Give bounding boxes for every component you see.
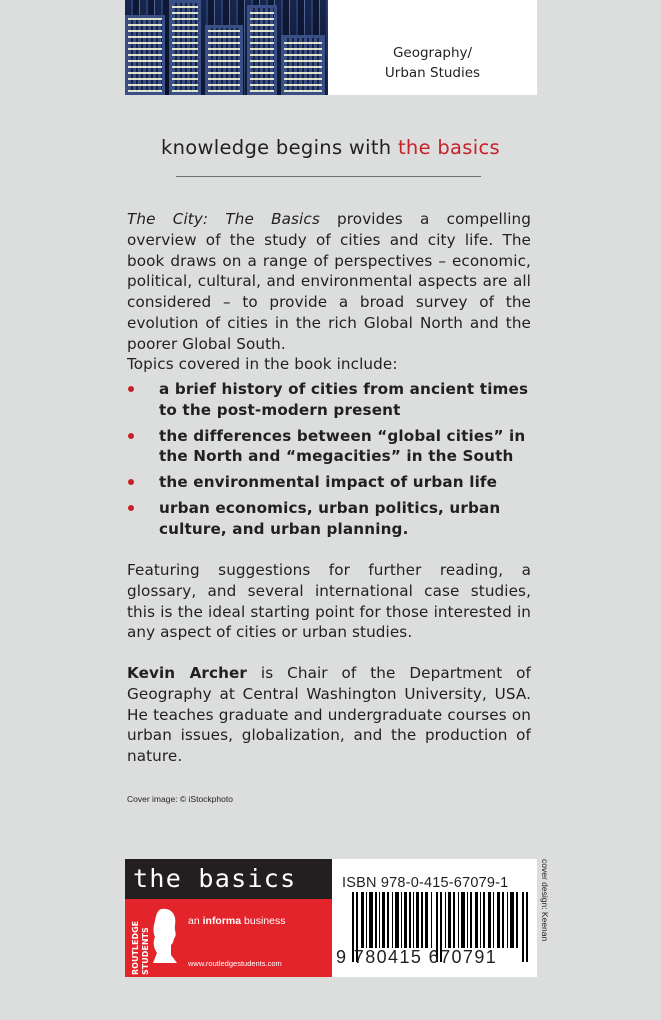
informa-business-label xyxy=(188,915,285,927)
barcode-digits: 9 780415 670791 xyxy=(336,947,498,967)
list-item xyxy=(127,498,531,540)
publisher-url: www.routledgestudents.com xyxy=(188,959,282,968)
publisher-logo-panel xyxy=(125,859,332,977)
cover-image-credit: Cover image: © iStockphoto xyxy=(127,794,233,804)
list-item xyxy=(127,426,531,468)
cover-photo-city-skyline xyxy=(125,0,328,95)
author-name: Kevin Archer xyxy=(127,664,248,682)
category-line-1: Geography/ xyxy=(392,44,473,61)
bullet-dot-icon xyxy=(128,433,134,439)
informa-suffix: business xyxy=(241,915,286,927)
building-graphic xyxy=(205,25,243,95)
informa-bold: informa xyxy=(202,915,242,927)
series-tagline xyxy=(0,136,661,159)
tagline-highlight: the basics xyxy=(397,136,500,159)
bullet-dot-icon xyxy=(128,505,134,511)
divider-rule xyxy=(176,176,481,177)
topic-text: the environmental impact of urban life xyxy=(159,473,498,492)
informa-prefix: an xyxy=(188,915,203,927)
building-graphic xyxy=(281,35,325,95)
list-item xyxy=(127,379,531,421)
list-item xyxy=(127,472,531,493)
category-line-2: Urban Studies xyxy=(384,64,481,81)
isbn-number: ISBN 978-0-415-67079-1 xyxy=(342,875,509,891)
cover-design-credit: cover design: Keenan xyxy=(540,859,550,942)
author-bio: is Chair of the Department of Geography at Central Washington University, USA. He teaches graduate and undergraduate courses on urban issues, globalization, and the production of nature. xyxy=(127,664,531,766)
topic-text: the differences between “global cities” in the North and “megacities” in the South xyxy=(159,426,526,466)
topic-text: a brief history of cities from ancient times to the post-modern present xyxy=(159,380,529,419)
bullet-dot-icon xyxy=(128,386,134,392)
category-label xyxy=(328,0,537,95)
topics-intro: Topics covered in the book include: xyxy=(127,355,398,373)
description-text: provides a compelling overview of the study of cities and city life. The book draws on a range of perspectives – economic, political, cultural, and environmental aspects are all considered – to provide a broad survey of the evolution of cities in the rich Global North and the poorer Global South. xyxy=(127,210,531,353)
building-graphic xyxy=(247,5,277,95)
author-paragraph xyxy=(127,663,531,767)
topics-list xyxy=(127,379,531,545)
description-paragraph xyxy=(127,209,531,355)
building-graphic xyxy=(125,15,165,95)
routledge-students-wordmark: ROUTLEDGE STUDENTS xyxy=(131,920,150,975)
series-logo: the basics xyxy=(125,859,332,899)
features-paragraph: Featuring suggestions for further reading, a glossary, and several international case studies, this is the ideal starting point for those interested in any aspect of cities or urban studies. xyxy=(127,561,531,642)
tagline-lead: knowledge begins with xyxy=(161,136,398,159)
isbn-barcode-panel xyxy=(332,859,537,977)
bullet-dot-icon xyxy=(128,479,134,485)
building-graphic xyxy=(169,0,201,95)
topic-text: urban economics, urban politics, urban culture, and urban planning. xyxy=(159,498,501,538)
routledge-head-icon xyxy=(151,905,179,965)
book-title-italic: The City: The Basics xyxy=(127,210,320,228)
